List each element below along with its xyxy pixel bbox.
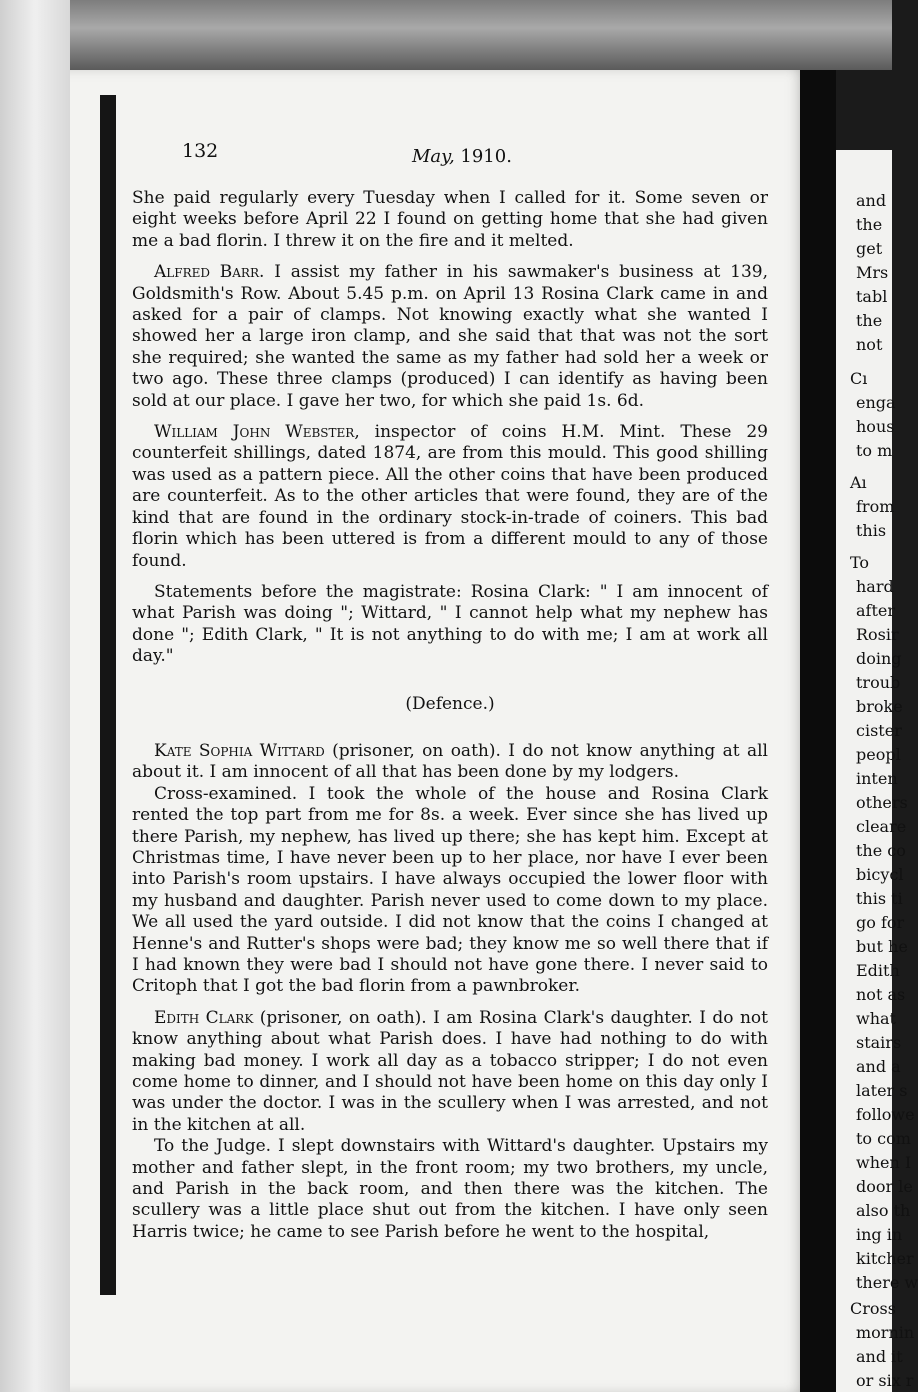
facing-page-fragment: followe — [856, 1105, 915, 1124]
book-spine — [800, 70, 836, 1392]
facing-page-fragment: what — [856, 1009, 896, 1028]
facing-page-fragment: not as — [856, 985, 906, 1004]
facing-page-fragment: enga — [856, 393, 896, 412]
facing-page-fragment: and a — [856, 1057, 901, 1076]
page-number: 132 — [182, 140, 219, 162]
speaker-name: William John Webster, — [154, 422, 360, 443]
section-heading: (Defence.) — [405, 693, 495, 714]
facing-page-fragment: the co — [856, 841, 906, 860]
page-header — [182, 140, 772, 170]
paragraph-text: (prisoner, on oath). I do not know anything at all about it. I am innocent of all that has been done by my lodgers. — [132, 740, 768, 783]
facing-page-fragment: Cı — [850, 369, 868, 388]
facing-page-fragment: and — [856, 191, 887, 210]
facing-page-fragment: there w — [856, 1273, 918, 1292]
facing-page-fragment: not — [856, 335, 883, 354]
facing-page-fragment: later s — [856, 1081, 908, 1100]
page-left-shadow — [100, 95, 116, 1295]
paragraph: Cross-examined. I took the whole of the house and Rosina Clark rented the top part from me for 8s. a week. Ever since she has lived up there Parish, my nephew, has lived up there; she has kept him. Except at Christmas time, I have never been up to her place, nor have I ever been into Parish's room upstairs. I have always occupied the lower floor with my husband and daughter. Parish never used to come down to my place. We all used the yard outside. I did not know that the coins I changed at Henne's and Rutter's shops were bad; they know me so well there that if I had known they were bad I should not have gone there. I never said to Critoph that I got the bad florin from a pawnbroker. — [132, 783, 768, 997]
facing-page-fragment: get — [856, 239, 883, 258]
facing-page-fragment: go for — [856, 913, 905, 932]
speaker-name: Kate Sophia Wittard — [154, 740, 325, 761]
facing-page-fragment: troub — [856, 673, 901, 692]
paragraph: To the Judge. I slept downstairs with Wittard's daughter. Upstairs my mother and father slept, in the front room; my two brothers, my uncle, and Parish in the back room, and then there was the kitchen. The scullery was a little place shut out from the kitchen. I have only seen Harris twice; he came to see Parish before he went to the hospital, — [132, 1136, 768, 1242]
facing-page-fragment: Cross — [850, 1299, 896, 1318]
facing-page-fragment: to m — [856, 441, 893, 460]
paragraph-text: (prisoner, on oath). I am Rosina Clark's daughter. I do not know anything about what Parish does. I have had nothing to do with making bad money. I work all day as a tobacco stripper; I do not even come home to dinner, and I should not have been home on this day only I was under the doctor. I was in the scullery when I was arrested, and not in the kitchen at all. — [132, 1007, 768, 1135]
speaker-name: Edith Clark — [154, 1007, 254, 1028]
paragraph-text: inspector of coins H.M. Mint. These 29 counterfeit shillings, dated 1874, are from this mould. This good shilling was used as a pattern piece. All the other coins that have been produced are counterfeit. As to the other articles that were found, they are of the kind that are found in the ordinary stock-in-trade of coiners. This bad florin which has been uttered is from a different mould to any of those found. — [132, 422, 768, 571]
facing-page-fragment: kitcher — [856, 1249, 914, 1268]
facing-page-fragment: after — [856, 601, 896, 620]
paragraph: She paid regularly every Tuesday when I called for it. Some seven or eight weeks before April 22 I found on getting home that she had given me a bad florin. I threw it on the fire and it melted. — [132, 188, 768, 251]
running-head-month: May, — [412, 146, 455, 167]
facing-page-fragment: doing — [856, 649, 902, 668]
paragraph — [132, 262, 768, 412]
scan-background-left — [0, 0, 70, 1392]
facing-page — [836, 150, 918, 1392]
paragraph-text: I assist my father in his sawmaker's business at 139, Goldsmith's Row. About 5.45 p.m. on April 13 Rosina Clark came in and asked for a pair of clamps. Not knowing exactly what she wanted I showed her a large iron clamp, and she said that that was not the sort she required; she wanted the same as my father had sold her a week or two ago. These three clamps (produced) I can identify as having been sold at our place. I gave her two, for which she paid 1s. 6d. — [132, 262, 769, 411]
facing-page-fragment: tabl — [856, 287, 888, 306]
facing-page-fragment: to com — [856, 1129, 911, 1148]
facing-page-fragment: from — [856, 497, 895, 516]
facing-page-fragment: when I — [856, 1153, 912, 1172]
scan-background-top — [0, 0, 892, 70]
facing-page-fragment: bicycl — [856, 865, 904, 884]
facing-page-fragment: the — [856, 311, 883, 330]
facing-page-fragment: hard — [856, 577, 894, 596]
facing-page-fragment: ing in — [856, 1225, 903, 1244]
facing-page-fragment: Rosir — [856, 625, 899, 644]
running-head-year: 1910. — [460, 146, 512, 167]
facing-page-fragment: or six r — [856, 1371, 914, 1390]
facing-page-fragment: inten — [856, 769, 898, 788]
paragraph — [132, 422, 768, 572]
facing-page-fragment: peopl — [856, 745, 901, 764]
facing-page-fragment: Aı — [850, 473, 867, 492]
speaker-name: Alfred Barr. — [154, 262, 265, 283]
running-head — [412, 146, 512, 167]
facing-page-fragment: but he — [856, 937, 908, 956]
paragraph — [132, 741, 768, 784]
facing-page-fragment: broke — [856, 697, 903, 716]
facing-page-fragment: this ti — [856, 889, 903, 908]
facing-page-fragment: door le — [856, 1177, 913, 1196]
facing-page-fragment: To — [850, 553, 870, 572]
facing-page-fragment: mornin — [856, 1323, 915, 1342]
facing-page-fragment: also th — [856, 1201, 911, 1220]
facing-page-fragment: this — [856, 521, 887, 540]
facing-page-fragment: others — [856, 793, 908, 812]
paragraph: Statements before the magistrate: Rosina Clark: " I am innocent of what Parish was doing "; Wittard, " I cannot help what my nephew has done "; Edith Clark, " It is not anything to do with me; I am at work all day." — [132, 581, 768, 667]
facing-page-fragment: cister — [856, 721, 902, 740]
facing-page-fragment: hous — [856, 417, 895, 436]
facing-page-fragment: cleare — [856, 817, 907, 836]
facing-page-fragment: Mrs — [856, 263, 889, 282]
facing-page-fragment: Edith — [856, 961, 900, 980]
facing-page-fragment: the — [856, 215, 883, 234]
facing-page-fragment: stairs — [856, 1033, 902, 1052]
paragraph — [132, 1008, 768, 1136]
facing-page-fragment: and it — [856, 1347, 903, 1366]
text-column — [132, 188, 768, 1253]
